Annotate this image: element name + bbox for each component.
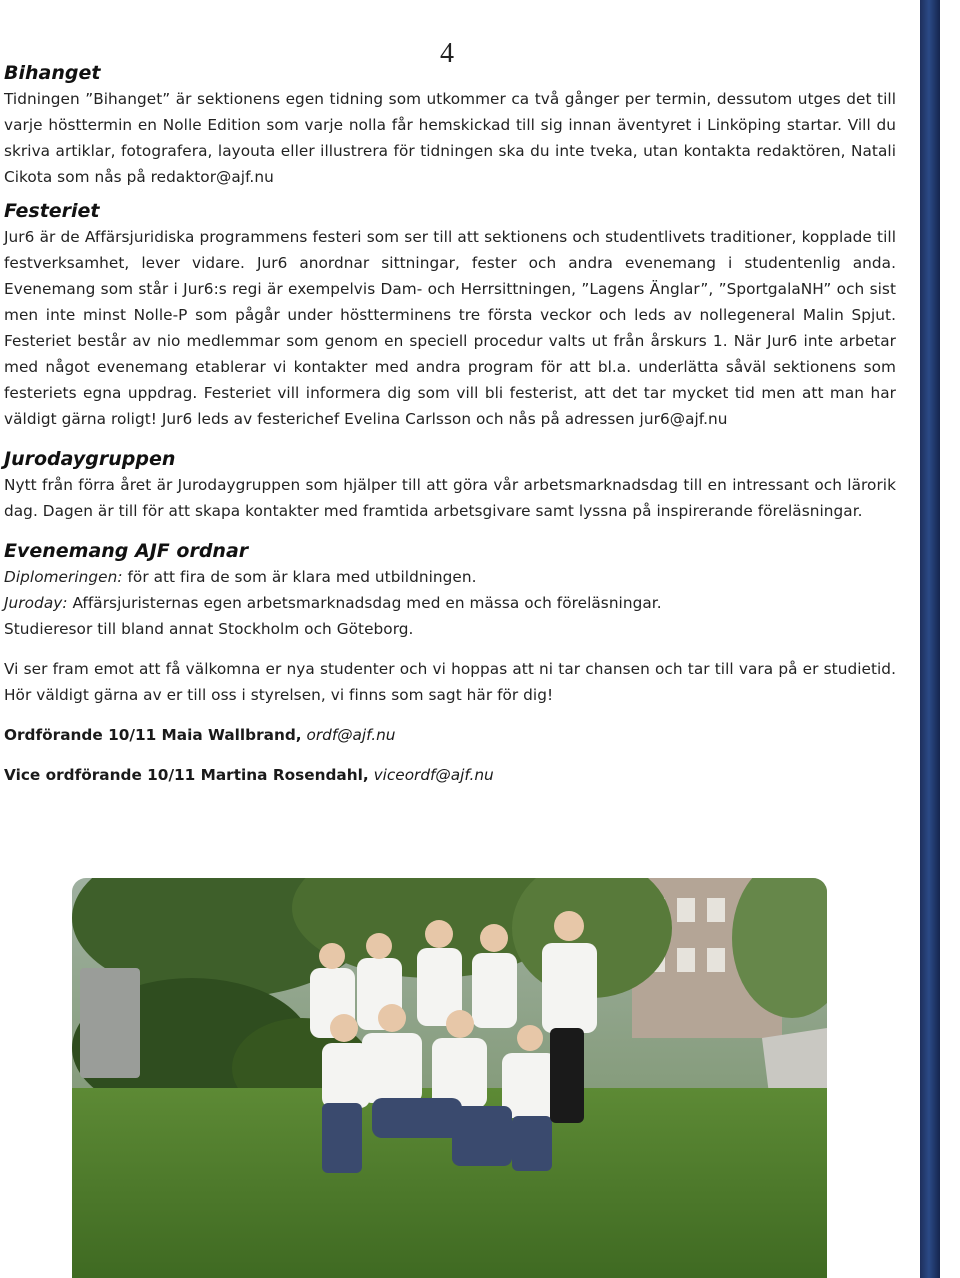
section-jurodaygruppen [4,446,896,524]
decorative-side-band [920,0,940,1278]
section-title-jurodaygruppen: Jurodaygruppen [4,448,176,470]
page-number: 4 [440,38,454,69]
event-item-studieresor: Studieresor till bland annat Stockholm och Göteborg. [4,620,414,638]
vice-chair-name: Vice ordförande 10/11 Martina Rosendahl, [4,766,369,784]
event-text-juroday: Affärsjuristernas egen arbetsmarknadsdag med en mässa och föreläsningar. [67,594,662,612]
signature-chair [4,722,896,748]
event-item-juroday [4,590,896,616]
event-text-diplomeringen: för att fira de som är klara med utbildningen. [122,568,477,586]
page-content [4,60,896,788]
closing-text: Vi ser fram emot att få välkomna er nya studenter och vi hoppas att ni tar chansen och tar till vara på er studietid. Hör väldigt gärna av er till oss i styrelsen, vi finns som sagt här för dig! [4,660,896,704]
group-photo-illustration [72,878,827,1278]
event-label-juroday: Juroday: [4,594,68,612]
section-text-bihanget: Tidningen ”Bihanget” är sektionens egen tidning som utkommer ca två gånger per termin, dessutom utges det till varje hösttermin en Nolle Edition som varje nolla får hemskickad till sig innan äventyret i Linköping startar. Vill du skriva artiklar, fotografera, layouta eller illustrera för tidningen ska du inte tveka, utan kontakta redaktören, Natali Cikota som nås på redaktor@ajf.nu [4,90,896,186]
event-item-diplomeringen [4,564,896,590]
section-title-bihanget: Bihanget [4,62,101,84]
section-title-festeriet: Festeriet [4,200,100,222]
section-text-jurodaygruppen: Nytt från förra året är Jurodaygruppen som hjälper till att göra vår arbetsmarknadsdag till en intressant och lärorik dag. Dagen är till för att skapa kontakter med framtida arbetsgivare samt lyssna på inspirerande föreläsningar. [4,476,896,520]
section-evenemang [4,538,896,642]
chair-email[interactable]: ordf@ajf.nu [301,726,396,744]
section-title-evenemang: Evenemang AJF ordnar [4,540,249,562]
section-festeriet [4,198,896,432]
vice-chair-email[interactable]: viceordf@ajf.nu [368,766,494,784]
group-photo [72,878,827,1278]
section-bihanget [4,60,896,190]
signature-vice-chair [4,762,896,788]
section-text-festeriet: Jur6 är de Affärsjuridiska programmens festeri som ser till att sektionens och studentlivets traditioner, kopplade till festverksamhet, lever vidare. Jur6 anordnar sittningar, fester och andra evenemang i studentenlig anda. Evenemang som står i Jur6:s regi är exempelvis Dam- och Herrsittningen, ”Lagens Änglar”, ”SportgalaNH” och sist men inte minst Nolle-P som pågår under höstterminens tre första veckor och leds av nollegeneral Malin Spjut. Festeriet består av nio medlemmar som genom en speciell procedur valts ut från årskurs 1. När Jur6 inte arbetar med något evenemang etablerar vi kontakter med andra program för att bl.a. underlätta såväl sektionens som festeriets egna uppdrag. Festeriet vill informera dig som vill bli festerist, att det tar mycket tid men att man har väldigt gärna roligt! Jur6 leds av festerichef Evelina Carlsson och nås på adressen jur6@ajf.nu [4,228,896,428]
chair-name: Ordförande 10/11 Maia Wallbrand, [4,726,302,744]
event-label-diplomeringen: Diplomeringen: [4,568,123,586]
